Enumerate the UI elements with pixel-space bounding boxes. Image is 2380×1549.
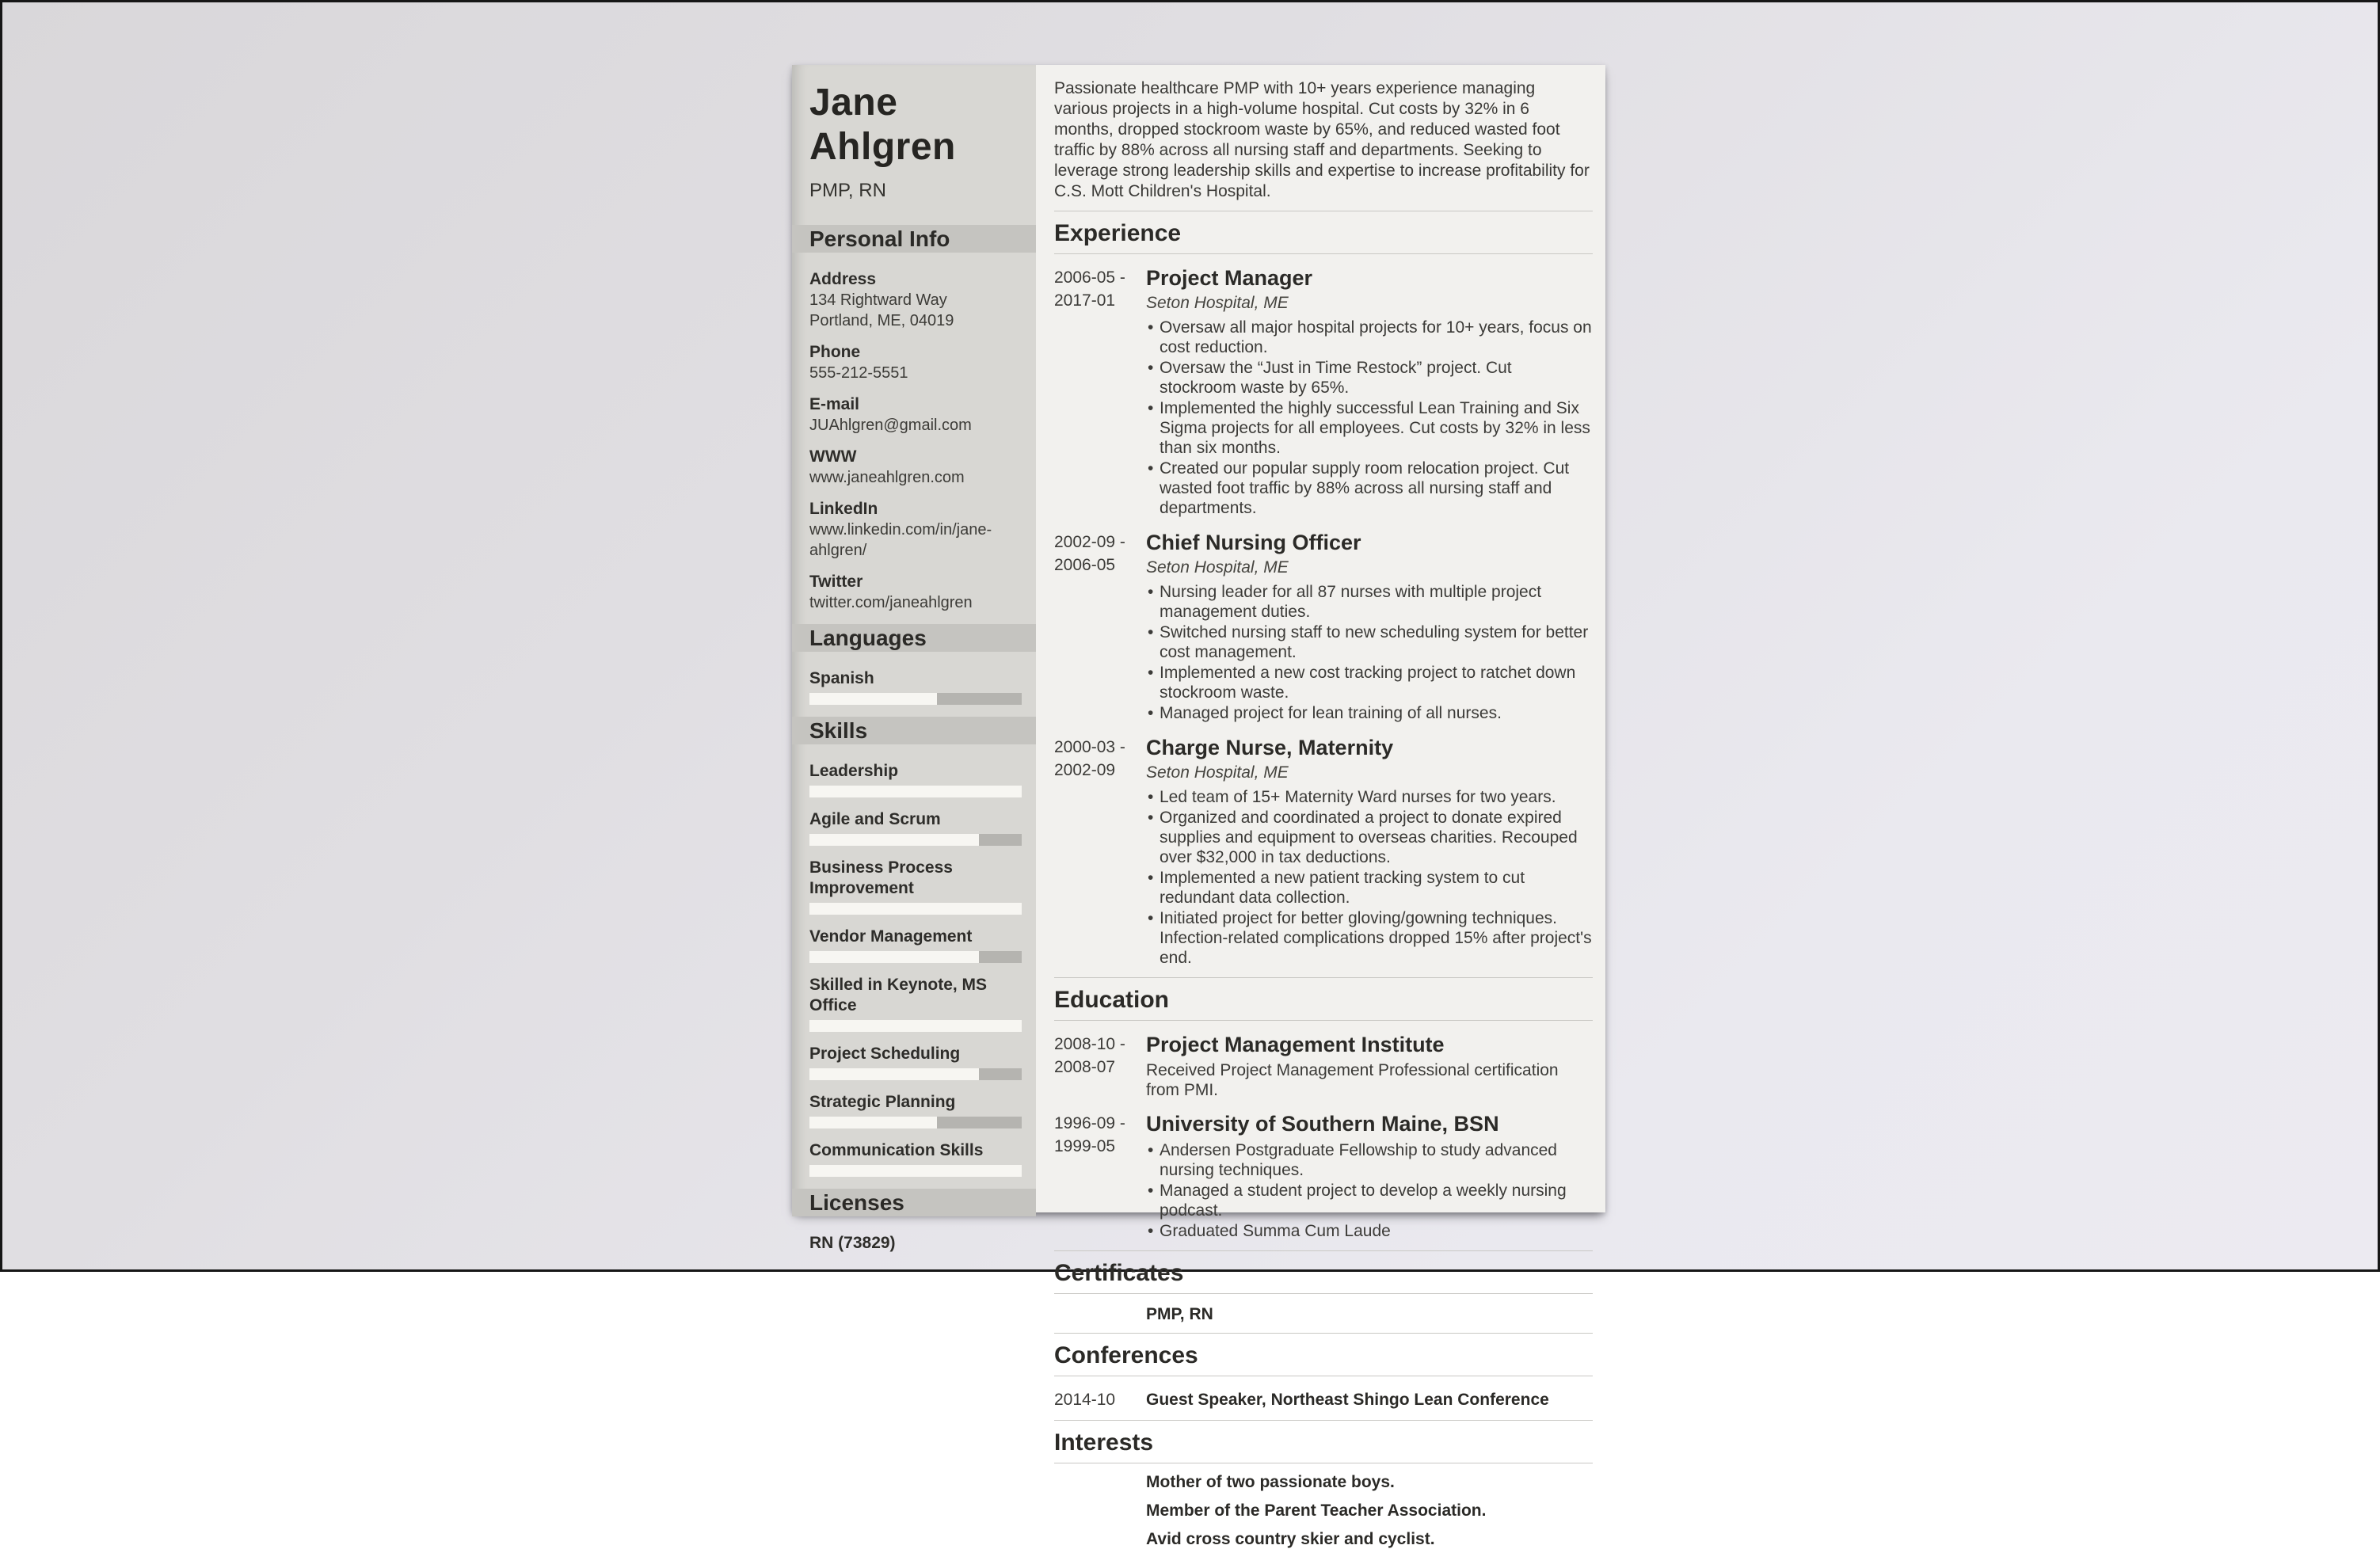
entry-dates — [1054, 1033, 1146, 1100]
contact-label: Twitter — [809, 573, 863, 591]
license-item: RN (73829) — [809, 1234, 896, 1252]
skill-level-fill — [809, 1068, 979, 1080]
contact-item-linkedin — [809, 499, 1022, 561]
languages-list — [792, 652, 1036, 705]
section-heading-conferences: Conferences — [1054, 1342, 1593, 1376]
entry-bullets — [1146, 582, 1593, 723]
summary-paragraph: Passionate healthcare PMP with 10+ years experience managing various projects in a high-volume hospital. Cut costs by 32% in 6 months, dropped stockroom waste by 65%, and reduced wasted foot traffic by 88% across all nursing staff and departments. Seeking to leverage strong leadership skills and expertise to increase profitability for C.S. Mott Children's Hospital. — [1054, 79, 1590, 200]
entry-subtitle: Seton Hospital, ME — [1146, 558, 1289, 577]
entry-subtitle: Seton Hospital, ME — [1146, 763, 1289, 782]
interest-item: Mother of two passionate boys. — [1146, 1473, 1395, 1491]
section-heading-certificates: Certificates — [1054, 1260, 1593, 1294]
contact-value: 555-212-5551 — [809, 364, 908, 382]
contact-label: WWW — [809, 447, 857, 466]
entry-body — [1146, 1388, 1593, 1411]
contact-item-email — [809, 394, 1022, 436]
entry-dates — [1054, 1388, 1146, 1411]
bullet: • Implemented a new patient tracking system to cut redundant data collection. — [1146, 868, 1593, 908]
bullet: • Led team of 15+ Maternity Ward nurses for two years. — [1146, 787, 1593, 807]
skill-level-fill — [809, 834, 979, 846]
skill-level-track — [809, 1068, 1022, 1080]
language-level-track — [809, 693, 1022, 705]
interest-item: Avid cross country skier and cyclist. — [1146, 1530, 1435, 1548]
personal-info-list — [792, 253, 1036, 613]
section-interests — [1054, 1420, 1593, 1549]
section-education — [1054, 977, 1593, 1242]
language-level-fill — [809, 693, 937, 705]
skill-level-track — [809, 1020, 1022, 1032]
bullet: • Implemented the highly successful Lean Training and Six Sigma projects for all employees. Cut costs by 32% in less than six months. — [1146, 398, 1593, 458]
skill-label: Communication Skills — [809, 1141, 984, 1159]
skill-level-track — [809, 1117, 1022, 1128]
bullet: • Created our popular supply room relocation project. Cut wasted foot traffic by 88% across all nursing staff and departments. — [1146, 459, 1593, 518]
entry-title: Charge Nurse, Maternity — [1146, 736, 1394, 759]
skill-level-fill — [809, 1117, 937, 1128]
language-item — [809, 668, 1022, 705]
bullet: • Nursing leader for all 87 nurses with multiple project management duties. — [1146, 582, 1593, 622]
skill-level-fill — [809, 951, 979, 963]
resume-page — [792, 65, 1605, 1548]
entry-bullets — [1146, 787, 1593, 968]
skill-label: Strategic Planning — [809, 1093, 956, 1111]
bullet: • Oversaw all major hospital projects for 10+ years, focus on cost reduction. — [1146, 318, 1593, 357]
skill-level-fill — [809, 903, 1022, 915]
contact-value: 134 Rightward Way — [809, 291, 947, 309]
entry-date: 2014-10 — [1054, 1391, 1116, 1409]
skill-level-track — [809, 834, 1022, 846]
entry-date-end: 2008-07 — [1054, 1058, 1116, 1076]
skill-level-fill — [809, 1165, 1022, 1177]
entry-dates — [1054, 1112, 1146, 1242]
sidebar-heading-languages: Languages — [792, 624, 1036, 652]
skill-item — [809, 1092, 1022, 1128]
certificate-item: PMP, RN — [1146, 1305, 1213, 1323]
contact-label: Phone — [809, 343, 861, 361]
entry-bullets — [1146, 318, 1593, 518]
entry-date-start: 2006-05 - — [1054, 268, 1125, 287]
skills-list — [792, 744, 1036, 1177]
skill-label: Skilled in Keynote, MS Office — [809, 976, 988, 1014]
section-heading-interests: Interests — [1054, 1429, 1593, 1463]
section-certificates — [1054, 1250, 1593, 1324]
contact-item-www — [809, 447, 1022, 488]
language-label: Spanish — [809, 669, 874, 687]
candidate-name-line2: Ahlgren — [809, 126, 956, 168]
bullet: • Managed project for lean training of all nurses. — [1146, 703, 1593, 723]
entry-date-end: 2002-09 — [1054, 761, 1116, 779]
entry-title: University of Southern Maine, BSN — [1146, 1112, 1499, 1136]
entry-body — [1146, 1112, 1593, 1242]
bullet: • Organized and coordinated a project to donate expired supplies and equipment to overseas charities. Recouped over $32,000 in tax deductions. — [1146, 808, 1593, 867]
conference-entry — [1054, 1388, 1593, 1411]
resume-main — [1036, 65, 1605, 1548]
entry-date-start: 1996-09 - — [1054, 1114, 1125, 1132]
sidebar-heading-skills: Skills — [792, 717, 1036, 744]
entry-body — [1146, 736, 1593, 969]
entry-date-start: 2000-03 - — [1054, 738, 1125, 756]
entry-dates — [1054, 736, 1146, 969]
conference-title: Guest Speaker, Northeast Shingo Lean Conference — [1146, 1391, 1549, 1409]
entry-date-start: 2002-09 - — [1054, 533, 1125, 551]
section-experience — [1054, 211, 1593, 969]
education-entry — [1054, 1112, 1593, 1242]
skill-level-fill — [809, 1020, 1022, 1032]
sidebar-heading-licenses: Licenses — [792, 1189, 1036, 1216]
skill-label: Business Process Improvement — [809, 858, 953, 897]
bullet: • Switched nursing staff to new scheduling system for better cost management. — [1146, 622, 1593, 662]
skill-label: Leadership — [809, 762, 899, 780]
bullet: • Andersen Postgraduate Fellowship to study advanced nursing techniques. — [1146, 1140, 1593, 1180]
skill-level-track — [809, 903, 1022, 915]
skill-item — [809, 809, 1022, 846]
entry-subtitle: Seton Hospital, ME — [1146, 294, 1289, 312]
skill-level-track — [809, 786, 1022, 797]
section-heading-education: Education — [1054, 987, 1593, 1021]
entry-title: Project Manager — [1146, 266, 1313, 290]
contact-value: twitter.com/janeahlgren — [809, 594, 973, 611]
contact-value: JUAhlgren@gmail.com — [809, 417, 972, 434]
bullet: • Implemented a new cost tracking project to ratchet down stockroom waste. — [1146, 663, 1593, 702]
contact-label: LinkedIn — [809, 500, 878, 518]
bullet: • Initiated project for better gloving/gowning techniques. Infection-related complications dropped 15% after project's end. — [1146, 908, 1593, 968]
skill-level-track — [809, 1165, 1022, 1177]
contact-item-phone — [809, 342, 1022, 383]
contact-value: www.janeahlgren.com — [809, 469, 965, 486]
contact-value: Portland, ME, 04019 — [809, 312, 954, 329]
skill-level-track — [809, 951, 1022, 963]
entry-dates — [1054, 266, 1146, 519]
entry-date-end: 1999-05 — [1054, 1137, 1116, 1155]
contact-item-twitter — [809, 572, 1022, 613]
skill-item — [809, 1044, 1022, 1080]
resume-sidebar — [792, 65, 1036, 1252]
candidate-credentials: PMP, RN — [809, 180, 886, 201]
skill-label: Agile and Scrum — [809, 810, 941, 828]
experience-entry — [1054, 736, 1593, 969]
entry-body — [1146, 1033, 1593, 1100]
entry-title: Chief Nursing Officer — [1146, 531, 1361, 554]
skill-level-fill — [809, 786, 1022, 797]
contact-label: Address — [809, 270, 877, 288]
bullet: • Oversaw the “Just in Time Restock” project. Cut stockroom waste by 65%. — [1146, 358, 1593, 398]
entry-body — [1146, 531, 1593, 724]
experience-entry — [1054, 531, 1593, 724]
entry-bullets — [1146, 1140, 1593, 1241]
entry-dates — [1054, 531, 1146, 724]
section-conferences — [1054, 1333, 1593, 1411]
entry-description: Received Project Management Professional certification from PMI. — [1146, 1061, 1559, 1099]
skill-item — [809, 858, 1022, 915]
skill-label: Vendor Management — [809, 927, 973, 946]
skill-item — [809, 1140, 1022, 1177]
contact-item-address — [809, 269, 1022, 331]
licenses-list — [792, 1216, 1036, 1254]
entry-date-end: 2006-05 — [1054, 556, 1116, 574]
entry-date-start: 2008-10 - — [1054, 1035, 1125, 1053]
contact-label: E-mail — [809, 395, 860, 413]
skill-item — [809, 975, 1022, 1032]
contact-value: www.linkedin.com/in/jane-ahlgren/ — [809, 521, 992, 559]
candidate-name-line1: Jane — [809, 82, 898, 124]
skill-item — [809, 927, 1022, 963]
skill-label: Project Scheduling — [809, 1045, 961, 1063]
bullet: • Graduated Summa Cum Laude — [1146, 1221, 1593, 1241]
section-heading-experience: Experience — [1054, 220, 1593, 254]
bullet: • Managed a student project to develop a weekly nursing podcast. — [1146, 1181, 1593, 1220]
interest-item: Member of the Parent Teacher Association. — [1146, 1501, 1487, 1520]
entry-date-end: 2017-01 — [1054, 291, 1116, 310]
experience-entry — [1054, 266, 1593, 519]
candidate-name — [809, 81, 1022, 169]
skill-item — [809, 761, 1022, 797]
sidebar-heading-personal-info: Personal Info — [792, 225, 1036, 253]
entry-title: Project Management Institute — [1146, 1033, 1445, 1056]
entry-body — [1146, 266, 1593, 519]
education-entry — [1054, 1033, 1593, 1100]
